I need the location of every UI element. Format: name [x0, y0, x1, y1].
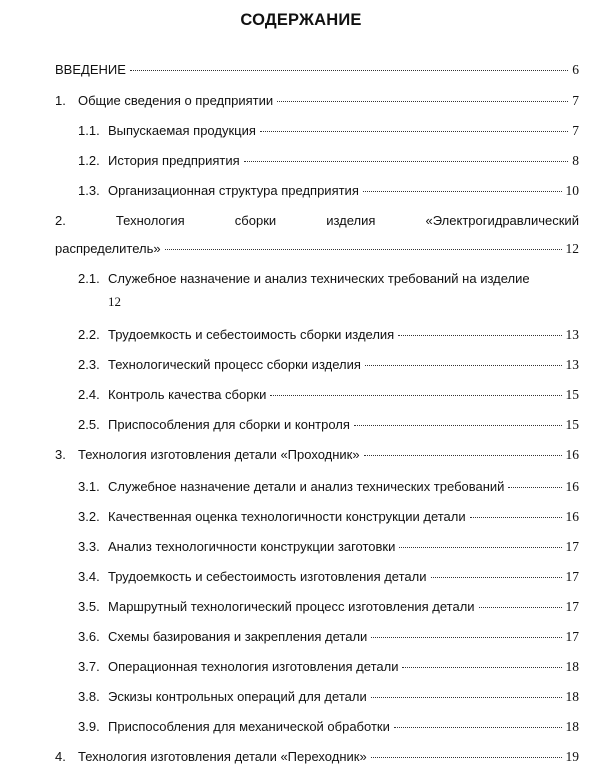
toc-entry-word: сборки	[234, 213, 277, 228]
toc-entry-number: 3.7.	[78, 659, 100, 674]
toc-entry-section-3-6[interactable]	[78, 629, 579, 645]
toc-leader-dots	[364, 455, 562, 456]
toc-leader-dots	[365, 365, 562, 366]
toc-entry-text: Эскизы контрольных операций для детали	[108, 689, 367, 704]
toc-entry-section-3[interactable]	[55, 447, 579, 463]
toc-leader-dots	[508, 487, 561, 488]
toc-leader-dots	[130, 70, 568, 71]
toc-entry-number: 3.9.	[78, 719, 100, 734]
toc-entry-text: Анализ технологичности конструкции заготовки	[108, 539, 396, 554]
toc-page-number: 17	[565, 629, 579, 644]
toc-leader-dots	[354, 425, 562, 426]
toc-entry-text: Служебное назначение и анализ технических требований на изделие	[108, 271, 530, 286]
toc-entry-section-3-4[interactable]	[78, 569, 579, 585]
toc-page-number: 16	[565, 509, 579, 524]
toc-entry-number: 2.3.	[78, 357, 100, 372]
toc-page-number: 10	[565, 183, 579, 198]
toc-page-number: 7	[572, 123, 579, 138]
toc-entry-section-3-9[interactable]	[78, 719, 579, 735]
toc-entry-text: Технологический процесс сборки изделия	[108, 357, 361, 372]
toc-entry-text: Операционная технология изготовления детали	[108, 659, 399, 674]
toc-entry-word: Технология	[115, 213, 185, 228]
toc-entry-section-3-1[interactable]	[78, 479, 579, 495]
toc-leader-dots	[244, 161, 569, 162]
toc-page-number: 7	[572, 93, 579, 108]
toc-entry-text: Маршрутный технологический процесс изготовления детали	[108, 599, 475, 614]
toc-leader-dots	[165, 249, 562, 250]
toc-leader-dots	[260, 131, 568, 132]
toc-entry-text: Выпускаемая продукция	[108, 123, 256, 138]
toc-entry-number: 2.2.	[78, 327, 100, 342]
toc-leader-dots	[399, 547, 561, 548]
toc-page-number: 18	[565, 719, 579, 734]
toc-entry-text: Организационная структура предприятия	[108, 183, 359, 198]
toc-leader-dots	[363, 191, 562, 192]
toc-entry-text: распределитель»	[55, 241, 161, 256]
toc-page-number: 17	[565, 539, 579, 554]
toc-entry-text: Приспособления для сборки и контроля	[108, 417, 350, 432]
toc-leader-dots	[371, 697, 562, 698]
toc-entry-section-2-3[interactable]	[78, 357, 579, 373]
toc-entry-number: 4.	[55, 749, 66, 764]
toc-page-number: 18	[565, 659, 579, 674]
toc-entry-section-3-2[interactable]	[78, 509, 579, 525]
page-title: СОДЕРЖАНИЕ	[240, 11, 362, 29]
toc-entry-section-3-7[interactable]	[78, 659, 579, 675]
toc-entry-section-2-1[interactable]	[78, 271, 579, 286]
toc-entry-text: Общие сведения о предприятии	[78, 93, 274, 108]
toc-leader-dots	[470, 517, 562, 518]
toc-page-number: 19	[565, 749, 579, 764]
toc-entry-section-1[interactable]	[55, 93, 579, 109]
toc-leader-dots	[394, 727, 562, 728]
toc-page-number: 12	[565, 241, 579, 256]
toc-entry-number: 2.	[55, 213, 66, 228]
toc-page-number: 16	[565, 447, 579, 462]
toc-entry-number: 2.5.	[78, 417, 100, 432]
toc-entry-number: 3.2.	[78, 509, 100, 524]
toc-entry-section-2-4[interactable]	[78, 387, 579, 403]
toc-entry-text: История предприятия	[108, 153, 240, 168]
toc-page-number: 18	[565, 689, 579, 704]
toc-entry-introduction[interactable]	[55, 62, 579, 78]
toc-page-number: 16	[565, 479, 579, 494]
toc-page-number: 13	[565, 357, 579, 372]
toc-leader-dots	[277, 101, 568, 102]
toc-entry-word: изделия	[326, 213, 376, 228]
toc-entry-section-3-8[interactable]	[78, 689, 579, 705]
toc-page-number: 6	[572, 62, 579, 77]
toc-leader-dots	[431, 577, 562, 578]
toc-entry-number: 3.5.	[78, 599, 100, 614]
toc-entry-section-1-2[interactable]	[78, 153, 579, 169]
toc-entry-number: 3.1.	[78, 479, 100, 494]
toc-leader-dots	[371, 757, 562, 758]
toc-entry-section-3-5[interactable]	[78, 599, 579, 615]
toc-entry-number: 2.1.	[78, 271, 100, 286]
toc-entry-word: «Электрогидравлический	[425, 213, 579, 228]
toc-entry-text: Технология изготовления детали «Проходник»	[78, 447, 360, 462]
toc-leader-dots	[402, 667, 561, 668]
toc-entry-text: ВВЕДЕНИЕ	[55, 62, 126, 77]
toc-entry-section-3-3[interactable]	[78, 539, 579, 555]
toc-entry-section-2-5[interactable]	[78, 417, 579, 433]
toc-entry-number: 1.	[55, 93, 66, 108]
toc-entry-section-4[interactable]	[55, 749, 579, 765]
toc-entry-text: Схемы базирования и закрепления детали	[108, 629, 368, 644]
toc-page-number: 15	[565, 387, 579, 402]
toc-entry-text: Служебное назначение детали и анализ технических требований	[108, 479, 505, 494]
toc-entry-justified-line	[55, 213, 579, 228]
toc-entry-text: Качественная оценка технологичности конструкции детали	[108, 509, 466, 524]
toc-leader-dots	[479, 607, 562, 608]
toc-entry-text: Контроль качества сборки	[108, 387, 267, 402]
toc-entry-number: 3.4.	[78, 569, 100, 584]
toc-entry-section-1-1[interactable]	[78, 123, 579, 139]
toc-leader-dots	[270, 395, 561, 396]
toc-entry-text: Трудоемкость и себестоимость сборки изделия	[108, 327, 395, 342]
toc-entry-number: 3.6.	[78, 629, 100, 644]
toc-entry-text: Технология изготовления детали «Переходник»	[78, 749, 367, 764]
toc-entry-section-2-continued[interactable]	[55, 241, 579, 257]
toc-page-number: 12	[108, 294, 121, 309]
toc-leader-dots	[398, 335, 561, 336]
toc-entry-number: 1.2.	[78, 153, 100, 168]
toc-entry-number: 3.8.	[78, 689, 100, 704]
toc-entry-number: 3.	[55, 447, 66, 462]
toc-leader-dots	[371, 637, 561, 638]
toc-page-number: 17	[565, 599, 579, 614]
toc-page-number: 8	[572, 153, 579, 168]
toc-entry-text: Трудоемкость и себестоимость изготовления детали	[108, 569, 427, 584]
toc-entry-section-2-2[interactable]	[78, 327, 579, 343]
toc-page-number: 17	[565, 569, 579, 584]
toc-entry-number: 1.3.	[78, 183, 100, 198]
toc-entry-number: 3.3.	[78, 539, 100, 554]
toc-entry-number: 1.1.	[78, 123, 100, 138]
toc-entry-number: 2.4.	[78, 387, 100, 402]
toc-entry-section-2[interactable]	[55, 213, 579, 228]
toc-entry-section-1-3[interactable]	[78, 183, 579, 199]
toc-page-number: 13	[565, 327, 579, 342]
toc-entry-text: Приспособления для механической обработки	[108, 719, 390, 734]
toc-page-number: 15	[565, 417, 579, 432]
